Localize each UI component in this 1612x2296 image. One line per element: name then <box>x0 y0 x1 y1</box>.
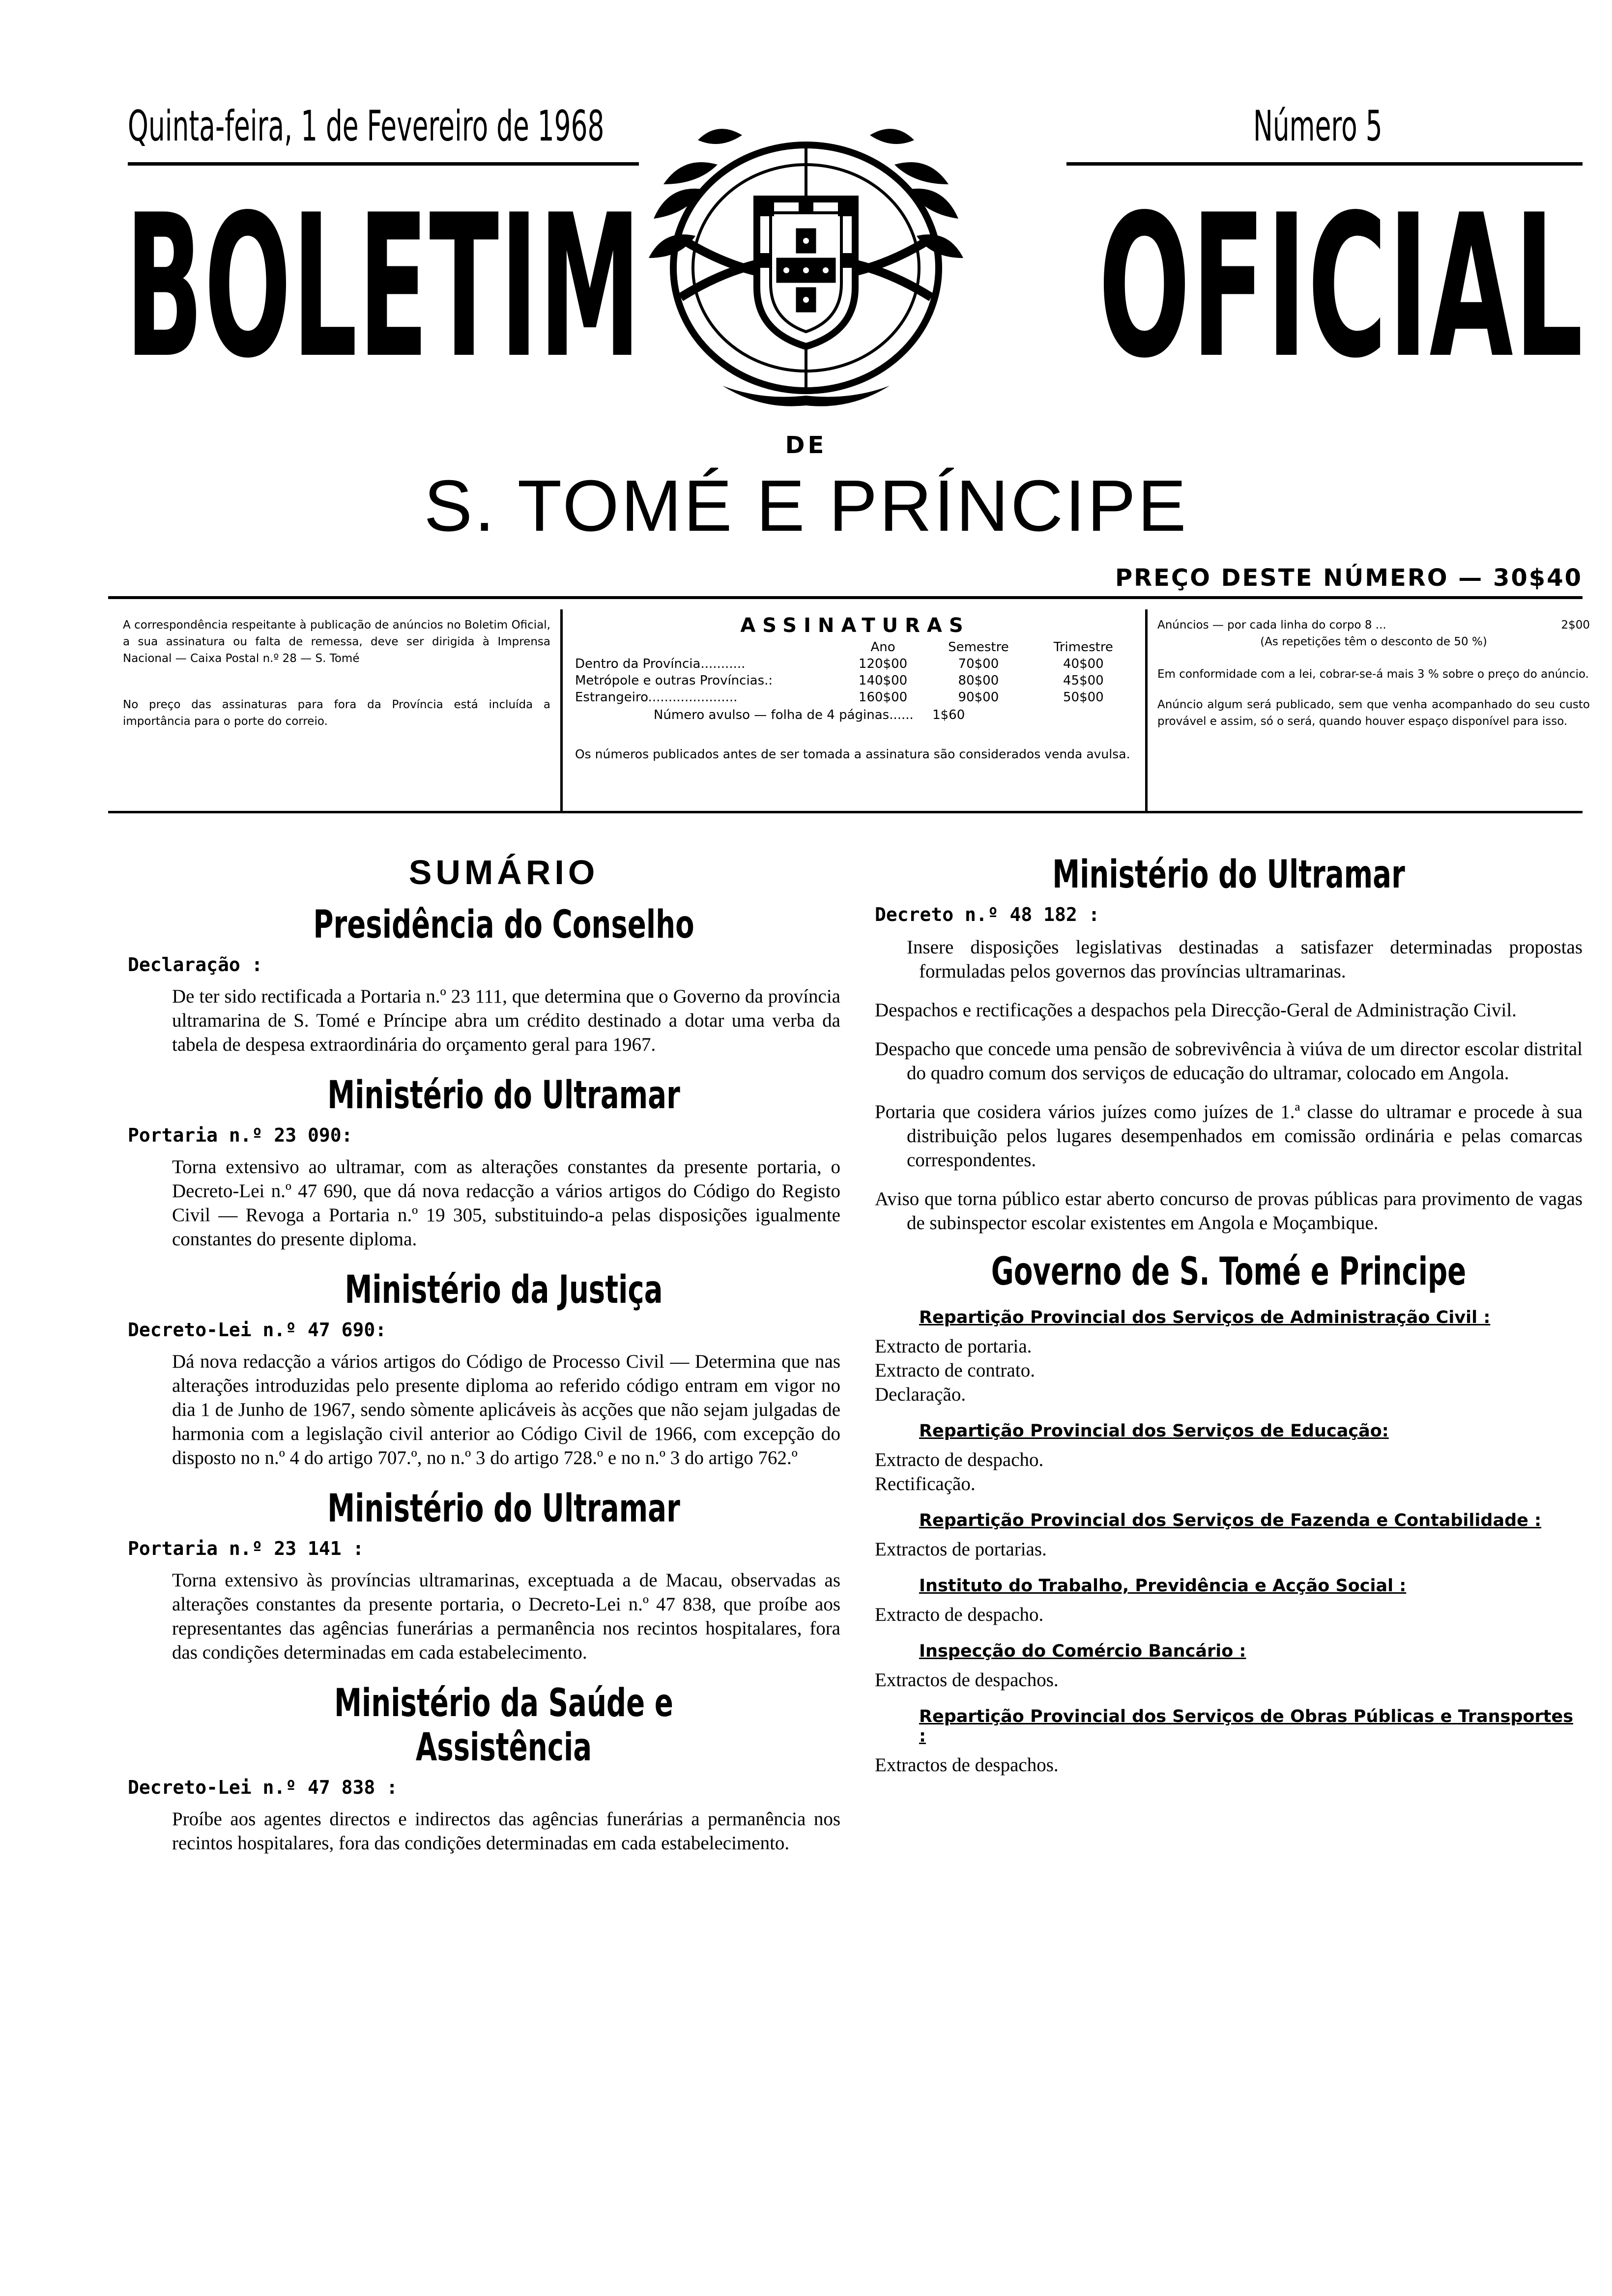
right-column <box>875 853 1583 1777</box>
row-label: Metrópole e outras Províncias.: <box>575 673 773 688</box>
header-rule <box>108 596 1583 599</box>
avulso-price: 1$60 <box>932 708 965 722</box>
venda-avulsa-text: Os números publicados antes de ser tomada a assinatura são considerados venda avulsa. <box>575 747 1130 761</box>
masthead-de: DE <box>785 431 827 459</box>
info-divider-right <box>1145 609 1148 811</box>
reparticao-heading: Repartição Provincial dos Serviços de Obras Públicas e Transportes : <box>919 1707 1574 1746</box>
row-semestre: 80$00 <box>958 673 999 688</box>
info-bottom-rule <box>108 811 1583 813</box>
repeticoes-text: (As repetições têm o desconto de 50 %) <box>1260 635 1487 648</box>
list-item: Aviso que torna público estar aberto concurso de provas públicas para provimento de vagas de subinspector escolar existentes em Angola e Moçambique. <box>875 1188 1583 1234</box>
sumario-heading: SUMÁRIO <box>408 853 599 891</box>
row-ano: 120$00 <box>858 657 908 671</box>
list-item: Despachos e rectificações a despachos pela Direcção-Geral de Administração Civil. <box>875 1000 1517 1021</box>
reparticao-heading: Repartição Provincial dos Serviços de Educação: <box>919 1421 1389 1441</box>
ministry-heading: Ministério da Justiça <box>345 1268 663 1312</box>
table-row <box>575 690 1135 707</box>
info-anuncios <box>1157 617 1590 730</box>
list-item: Portaria que cosidera vários juízes como juízes de 1.ª classe do ultramar e procede à sua distribuição pelos lugares desempenhados em comissão ordinária e pelas comarcas correspondentes. <box>875 1101 1583 1171</box>
entry-label: Portaria n.º 23 090: <box>128 1124 353 1146</box>
row-semestre: 90$00 <box>958 690 999 705</box>
correspondence-text: A correspondência respeitante à publicação de anúncios no Boletim Oficial, a sua assinatura ou falta de remessa, deve ser dirigida à Imprensa Nacional — Caixa Postal n.º 28 — S. Tomé <box>123 619 550 665</box>
reparticao-line: Declaração. <box>875 1384 966 1405</box>
reparticao-line: Extracto de despacho. <box>875 1449 1044 1470</box>
anuncio-algum-text: Anúncio algum será publicado, sem que venha acompanhado do seu custo provável e assim, só o será, quando houver espaço disponível para isso. <box>1157 698 1590 728</box>
entry-label: Declaração : <box>128 954 263 976</box>
entry-label: Portaria n.º 23 141 : <box>128 1538 364 1559</box>
anuncios-price-line <box>1157 617 1590 633</box>
entry-label: Decreto n.º 48 182 : <box>875 904 1100 925</box>
info-assinaturas <box>575 614 1135 763</box>
reparticao-heading: Repartição Provincial dos Serviços de Fazenda e Contabilidade : <box>919 1511 1542 1530</box>
entry-text: De ter sido rectificada a Portaria n.º 23 111, que determina que o Governo da província ultramarina de S. Tomé e Príncipe abra um crédito destinado a dotar uma verba da tabela de despesa extraordinária do orçamento geral para 1967. <box>172 986 840 1055</box>
avulso-text: Número avulso — folha de 4 páginas...... <box>654 708 914 722</box>
assinaturas-title: ASSINATURAS <box>740 614 970 637</box>
row-trimestre: 40$00 <box>1063 657 1104 671</box>
col-ano: Ano <box>870 640 895 655</box>
ministry-heading: Ministério do Ultramar <box>1052 853 1405 897</box>
governo-heading: Governo de S. Tomé e Principe <box>991 1250 1467 1294</box>
row-trimestre: 45$00 <box>1063 673 1104 688</box>
issue-number: Número 5 <box>1253 102 1382 151</box>
avulso-line <box>575 708 1135 722</box>
ministry-heading: Ministério do Ultramar <box>327 1487 680 1531</box>
row-label: Estrangeiro...................... <box>575 690 738 705</box>
col-semestre: Semestre <box>948 640 1009 655</box>
reparticao-heading: Repartição Provincial dos Serviços de Administração Civil : <box>919 1308 1491 1327</box>
row-label: Dentro da Província........... <box>575 657 746 671</box>
info-divider-left <box>560 609 563 811</box>
ministry-heading: Ministério da Saúde e Assistência <box>334 1681 673 1770</box>
entry-label: Decreto-Lei n.º 47 690: <box>128 1319 387 1341</box>
reparticao-line: Extractos de portarias. <box>875 1539 1047 1560</box>
list-item: Insere disposições legislativas destinadas a satisfazer determinadas propostas formuladas pelos governos das províncias ultramarinas. <box>907 937 1583 982</box>
list-item: Despacho que concede uma pensão de sobrevivência à viúva de um director escolar distrital do quadro comum dos serviços de educação do ultramar, colocado em Angola. <box>875 1038 1583 1084</box>
reparticao-line: Extracto de portaria. <box>875 1336 1032 1357</box>
reparticao-heading: Inspecção do Comércio Bancário : <box>919 1641 1246 1661</box>
entry-text: Proíbe aos agentes directos e indirectos das agências funerárias a permanência nos recintos hospitalares, fora das condições determinadas em cada estabelecimento. <box>172 1808 840 1854</box>
province-name: S. TOMÉ E PRÍNCIPE <box>424 465 1188 546</box>
entry-text: Torna extensivo às províncias ultramarinas, exceptuada a de Macau, observadas as alterações constantes da presente portaria, o Decreto-Lei n.º 47 838, que proíbe aos representantes das agências funerárias a permanência nos recintos hospitalares, fora das condições determinadas em cada estabelecimento. <box>172 1570 840 1663</box>
reparticao-line: Rectificação. <box>875 1473 976 1494</box>
reparticao-line: Extracto de despacho. <box>875 1604 1044 1625</box>
date-underline <box>128 162 639 166</box>
assinaturas-table <box>575 640 1135 707</box>
reparticao-line: Extracto de contrato. <box>875 1360 1035 1381</box>
ministry-heading: Presidência do Conselho <box>313 903 694 947</box>
reparticao-heading: Instituto do Trabalho, Previdência e Acção Social : <box>919 1576 1407 1596</box>
ministry-heading: Ministério do Ultramar <box>327 1073 680 1118</box>
row-ano: 140$00 <box>858 673 908 688</box>
row-ano: 160$00 <box>858 690 908 705</box>
info-correspondence <box>123 617 550 730</box>
masthead-boletim: BOLETIM <box>125 173 642 402</box>
row-semestre: 70$00 <box>958 657 999 671</box>
reparticao-line: Extractos de despachos. <box>875 1754 1059 1776</box>
coat-of-arms-emblem <box>634 111 978 425</box>
row-trimestre: 50$00 <box>1063 690 1104 705</box>
anuncios-text: Anúncios — por cada linha do corpo 8 ... <box>1157 619 1386 631</box>
entry-label: Decreto-Lei n.º 47 838 : <box>128 1777 398 1798</box>
issue-date: Quinta-feira, 1 de Fevereiro de 1968 <box>128 102 604 151</box>
conformidade-text: Em conformidade com a lei, cobrar-se-á mais 3 % sobre o preço do anúncio. <box>1157 668 1589 681</box>
assinaturas-header-row <box>575 640 1135 657</box>
table-row <box>575 673 1135 690</box>
entry-text: Torna extensivo ao ultramar, com as alterações constantes da presente portaria, o Decreto-Lei n.º 47 690, que dá nova redacção a vários artigos do Código do Registo Civil — Revoga a Portaria n.º 19 305, substituindo-a pelas disposições igualmente constantes do presente diploma. <box>172 1156 840 1250</box>
reparticao-line: Extractos de despachos. <box>875 1669 1059 1691</box>
number-underline <box>1066 162 1583 166</box>
col-trimestre: Trimestre <box>1053 640 1113 655</box>
issue-price: PREÇO DESTE NÚMERO — 30$40 <box>1115 564 1583 592</box>
left-column <box>128 853 840 1855</box>
masthead-oficial: OFICIAL <box>1098 173 1584 402</box>
entry-text: Dá nova redacção a vários artigos do Código de Processo Civil — Determina que nas alterações introduzidas pelo presente diploma ao referido código entram em vigor no dia 1 de Junho de 1967, sendo sòmente aplicáveis às acções que não sejam julgadas de harmonia com a legislação civil anterior ao Código Civil de 1966, com excepção do disposto no n.º 4 do artigo 707.º, no n.º 3 do artigo 728.º e no n.º 3 do artigo 762.º <box>172 1351 840 1468</box>
postage-text: No preço das assinaturas para fora da Província está incluída a importância para o porte do correio. <box>123 698 550 728</box>
table-row <box>575 657 1135 673</box>
anuncios-price: 2$00 <box>1561 619 1590 631</box>
